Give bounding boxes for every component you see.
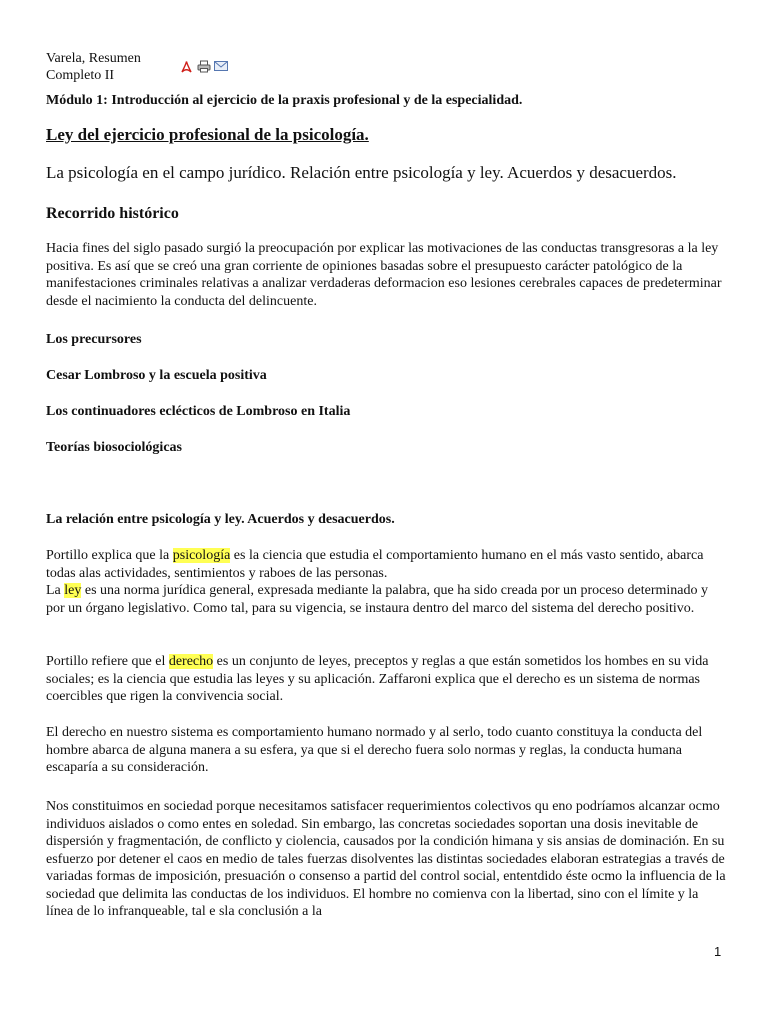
heading-lombroso: Cesar Lombroso y la escuela positiva	[46, 368, 267, 383]
email-icon[interactable]	[214, 60, 227, 73]
text: es un conjunto de leyes, preceptos y reglas a que están sometidos los hombes en su vida sociales; es la ciencia que estudia las leyes y su aplicación. Zaffaroni explica que el derecho es un sistema de normas coercibles que rigen la convivencia social.	[46, 654, 709, 704]
paragraph-psicologia-ley	[46, 547, 726, 617]
document-toolbar	[180, 60, 227, 73]
text: Portillo refiere que el	[46, 654, 169, 669]
paragraph-derecho	[46, 653, 726, 706]
heading-relacion: La relación entre psicología y ley. Acuerdos y desacuerdos.	[46, 512, 395, 527]
highlight-derecho: derecho	[168, 654, 214, 669]
page-number: 1	[714, 944, 722, 959]
pdf-icon[interactable]	[180, 60, 193, 73]
document-title	[46, 50, 176, 84]
text: es una norma jurídica general, expresada mediante la palabra, que ha sido creada por un proceso determinado y por un órgano legislativo. Como tal, para su vigencia, se instaura dentro del marco del sistema del derecho positivo.	[46, 583, 708, 616]
document-title-line2: Completo II	[46, 68, 115, 83]
highlight-ley: ley	[64, 583, 82, 598]
paragraph-historia: Hacia fines del siglo pasado surgió la preocupación por explicar las motivaciones de las conductas transgresoras a la ley positiva. Es así que se creó una gran corriente de opiniones basadas sobre el presupuesto carácter patológico de la manifestaciones criminales relativas a analizar verdaderas deformacion eso lesiones cerebrales capaces de predeterminar desde el nacimiento la conducta del delincuente.	[46, 241, 722, 309]
text: es la ciencia que estudia el comportamiento humano en el más vasto sentido, abarca todas alas actividades, sentimientos y raboes de las personas.	[46, 548, 704, 581]
paragraph-sociedad: Nos constituimos en sociedad porque necesitamos satisfacer requerimientos colectivos qu eno podríamos alcanzar ocmo individuos aislados o como entes en soledad. Sin embargo, las concretas sociedades soportan una dosis inevitable de dispersión y fragmentación, de conflicto y ciolencia, causados por la condición himana y sis ansias de dominación. En su esfuerzo por detener el caos en medio de tales fuerzas disolventes las distintas sociedades elaboran estrategias a través de variadas formas de imposición, presuación o consenso a partid del control social, ententdido éste ocmo la influencia de la sociedad que delimita las conductas de los individuos. El hombre no comienva con la libertad, sino con el límite y la línea de lo infranqueable, tal e sla conclusión a la	[46, 799, 726, 919]
document-title-line1: Varela, Resumen	[46, 51, 141, 66]
heading-teorias: Teorías biosociológicas	[46, 440, 182, 455]
text: Portillo explica que la	[46, 548, 173, 563]
highlight-psicologia: psicología	[172, 548, 231, 563]
section-subtitle: La psicología en el campo jurídico. Relación entre psicología y ley. Acuerdos y desacuerdos.	[46, 163, 677, 182]
section-title-ley: Ley del ejercicio profesional de la psicología.	[46, 125, 369, 144]
print-icon[interactable]	[197, 60, 210, 73]
heading-precursores: Los precursores	[46, 332, 142, 347]
text: La	[46, 583, 65, 598]
heading-continuadores: Los continuadores eclécticos de Lombroso en Italia	[46, 404, 351, 419]
heading-recorrido: Recorrido histórico	[46, 205, 179, 222]
paragraph-derecho-sistema: El derecho en nuestro sistema es comportamiento humano normado y al serlo, todo cuanto constituya la conducta del hombre abarca de alguna manera a su esfera, ya que si el derecho fuera solo normas y reglas, la conducta humana escaparía a su consideración.	[46, 725, 703, 775]
module-heading: Módulo 1: Introducción al ejercicio de la praxis profesional y de la especialidad.	[46, 93, 523, 108]
